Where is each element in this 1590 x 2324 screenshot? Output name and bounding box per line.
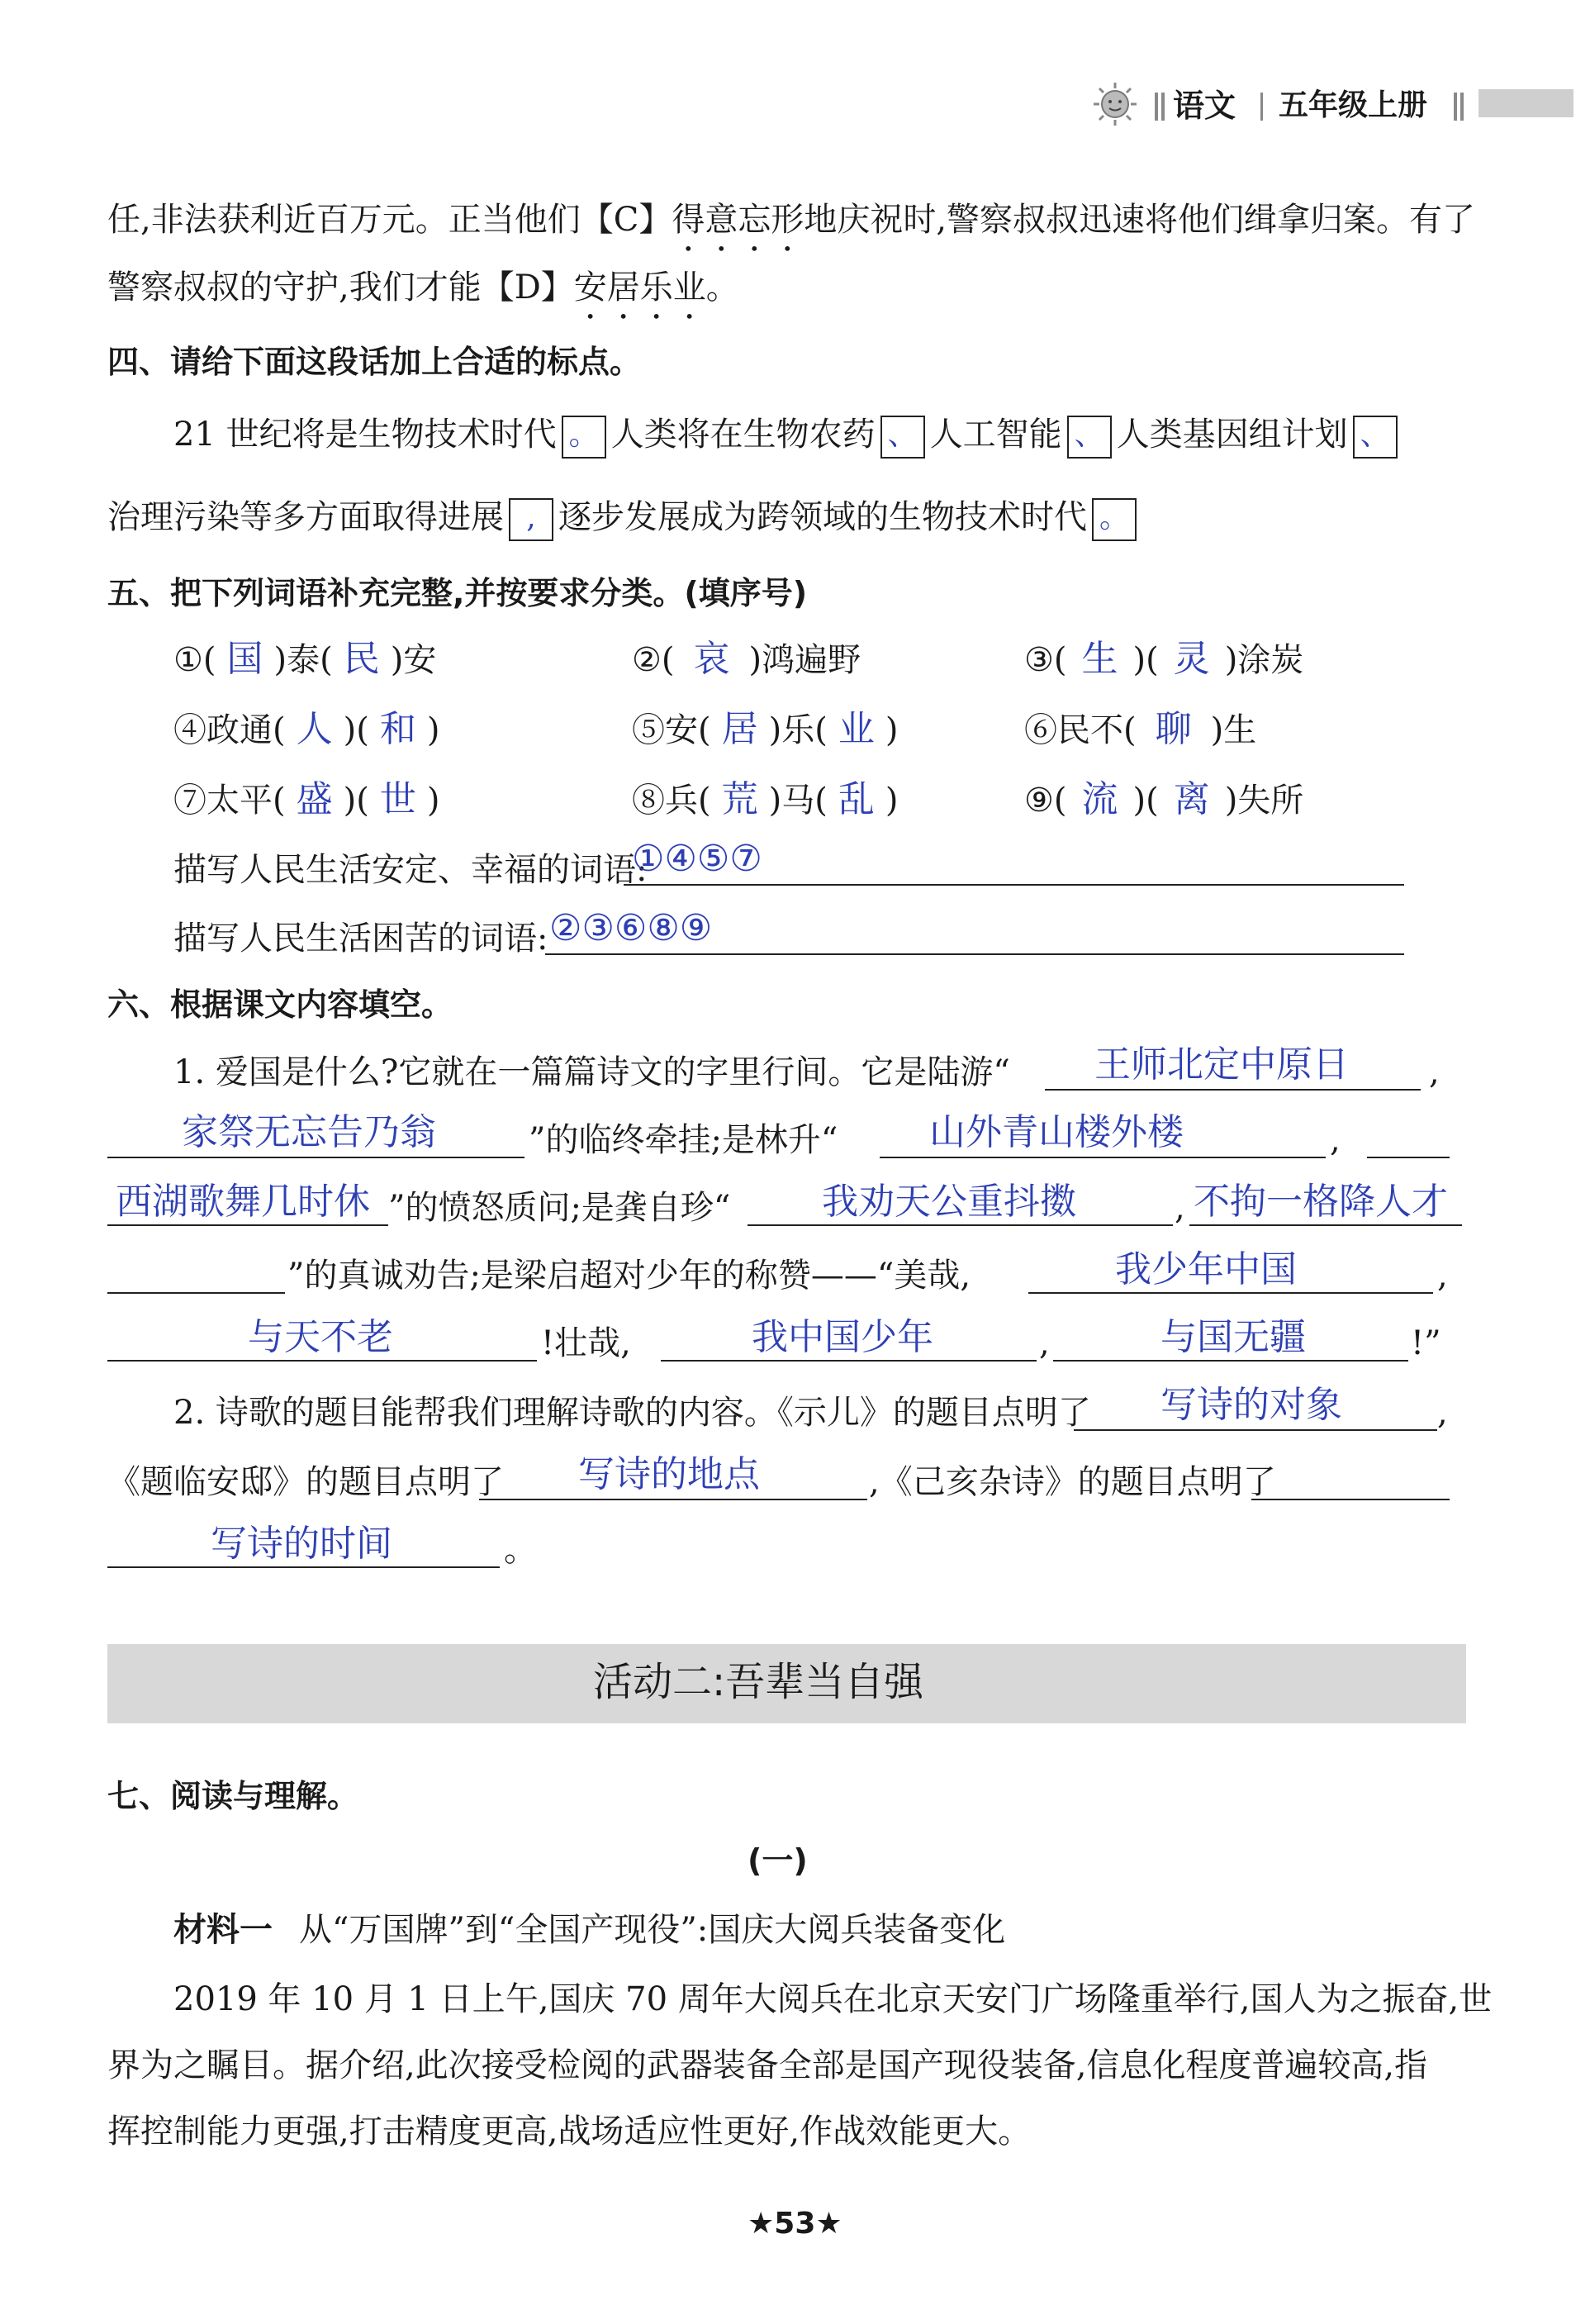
q5-item-6: ⑥民不( 聊 )生 — [1024, 708, 1257, 750]
q6-line-13a — [1251, 1499, 1450, 1500]
q4-title: 四、请给下面这段话加上合适的标点。 — [107, 344, 642, 380]
punct-box-4[interactable]: 、 — [1353, 416, 1398, 459]
q6-ans-5[interactable]: 我劝天公重抖擞 — [822, 1181, 1076, 1223]
header-subject: 语文 — [1173, 88, 1236, 124]
q5-item-4: ④政通( 人 )( 和 ) — [173, 708, 440, 750]
q6-comma-3: , — [1175, 1189, 1185, 1227]
q6-ans-10[interactable]: 与国无疆 — [1160, 1316, 1306, 1358]
q6-ans-12[interactable]: 写诗的地点 — [578, 1453, 760, 1495]
q5-happy-label: 描写人民生活安定、幸福的词语: — [173, 851, 648, 889]
header-separator — [1260, 93, 1263, 121]
q6-p2-c: ,《己亥杂诗》的题目点明了 — [869, 1463, 1276, 1501]
header-separator — [1161, 93, 1165, 121]
q5-hard-line — [545, 953, 1404, 955]
q6-p1-f: !” — [1411, 1324, 1441, 1362]
q6-ans-1[interactable]: 王师北定中原日 — [1094, 1043, 1349, 1086]
q5-happy-answer[interactable]: ①④⑤⑦ — [632, 838, 762, 880]
q7-material-heading: 材料一 从“万国牌”到“全国产现役”:国庆大阅兵装备变化 — [173, 1911, 1006, 1949]
sun-logo-icon — [1092, 81, 1138, 127]
q6-line-10 — [1053, 1360, 1408, 1362]
q6-comma-5: , — [1039, 1324, 1050, 1362]
q6-comma-1: , — [1429, 1053, 1440, 1091]
punct-box-5[interactable]: , — [509, 498, 553, 541]
q7-para-line-1: 2019 年 10 月 1 日上午,国庆 70 周年大阅兵在北京天安门广场隆重举行,国人为之振奋,世 — [173, 1980, 1493, 2018]
q6-line-2 — [107, 1157, 524, 1158]
q6-p2-b: 《题临安邸》的题目点明了 — [107, 1463, 504, 1501]
page-number: ★53★ — [748, 2207, 842, 2241]
q6-title: 六、根据课文内容填空。 — [107, 986, 453, 1023]
q6-p2-end: 。 — [504, 1531, 537, 1569]
q5-item-3: ③( 生 )( 灵 )涂炭 — [1024, 638, 1304, 680]
q6-ans-3[interactable]: 山外青山楼外楼 — [929, 1111, 1184, 1153]
punct-box-2[interactable]: 、 — [880, 416, 925, 459]
q6-line-6 — [1189, 1224, 1462, 1226]
q6-line-6b — [107, 1292, 285, 1294]
header-bar — [1478, 89, 1573, 117]
q6-p1-a: 1. 爱国是什么?它就在一篇篇诗文的字里行间。它是陆游“ — [173, 1053, 1010, 1091]
q4-line-2: 治理污染等多方面取得进展 , 逐步发展成为跨领域的生物技术时代 。 — [107, 494, 1141, 541]
punct-box-6[interactable]: 。 — [1092, 498, 1137, 541]
q6-p1-e: !壮哉, — [541, 1324, 631, 1362]
header-separator — [1460, 93, 1464, 121]
q5-title: 五、把下列词语补充完整,并按要求分类。(填序号) — [107, 575, 808, 611]
q6-line-3 — [880, 1157, 1326, 1158]
q6-p1-c: ”的愤怒质问;是龚自珍“ — [388, 1189, 731, 1227]
q6-line-8 — [107, 1360, 537, 1362]
q6-comma-2: , — [1330, 1121, 1341, 1159]
q7-part: (一) — [748, 1842, 808, 1879]
q6-ans-11[interactable]: 写诗的对象 — [1160, 1384, 1342, 1426]
q6-comma-6: , — [1437, 1394, 1448, 1432]
q5-item-2: ②( 哀 )鸿遍野 — [632, 638, 861, 680]
q6-line-7 — [1028, 1292, 1433, 1294]
q6-p2-a: 2. 诗歌的题目能帮我们理解诗歌的内容。《示儿》的题目点明了 — [173, 1394, 1091, 1432]
header-separator — [1454, 93, 1457, 121]
banner-title: 活动二:吾辈当自强 — [593, 1659, 924, 1705]
q6-line-13 — [107, 1566, 500, 1568]
q5-happy-line — [624, 884, 1404, 886]
q6-comma-4: , — [1437, 1257, 1448, 1295]
q7-para-line-2: 界为之瞩目。据介绍,此次接受检阅的武器装备全部是国产现役装备,信息化程度普遍较高,指 — [107, 2046, 1428, 2084]
q6-line-12 — [479, 1499, 867, 1500]
header-grade: 五年级上册 — [1279, 88, 1428, 122]
intro-line-1: 任,非法获利近百万元。正当他们【C】得意忘形地庆祝时,警察叔叔迅速将他们缉拿归案。有了 — [107, 201, 1476, 239]
q4-line-1: 21 世纪将是生物技术时代 。 人类将在生物农药 、 人工智能 、 人类基因组计划 、 — [173, 411, 1403, 459]
q6-line-9 — [661, 1360, 1037, 1362]
punct-box-1[interactable]: 。 — [562, 416, 606, 459]
q5-item-7: ⑦太平( 盛 )( 世 ) — [173, 778, 440, 820]
q5-hard-label: 描写人民生活困苦的词语: — [173, 920, 548, 958]
q6-line-4 — [107, 1224, 388, 1226]
q5-hard-answer[interactable]: ②③⑥⑧⑨ — [549, 907, 713, 949]
q6-ans-6[interactable]: 不拘一格降人才 — [1194, 1181, 1448, 1223]
q6-ans-8[interactable]: 与天不老 — [248, 1316, 393, 1358]
intro-line-2: 警察叔叔的守护,我们才能【D】安居乐业。 — [107, 269, 739, 307]
q5-item-5: ⑤安( 居 )乐( 业 ) — [632, 708, 899, 750]
q5-item-9: ⑨( 流 )( 离 )失所 — [1024, 778, 1304, 820]
q6-ans-13[interactable]: 写诗的时间 — [211, 1523, 392, 1565]
q5-item-1: ①( 国 )泰( 民 )安 — [173, 638, 437, 680]
header-separator — [1155, 93, 1158, 121]
q6-ans-7[interactable]: 我少年中国 — [1115, 1248, 1297, 1290]
q6-ans-9[interactable]: 我中国少年 — [752, 1316, 933, 1358]
punct-box-3[interactable]: 、 — [1067, 416, 1112, 459]
q6-p1-d: ”的真诚劝告;是梁启超对少年的称赞——“美哉, — [287, 1257, 971, 1295]
q6-p1-b: ”的临终牵挂;是林升“ — [529, 1121, 838, 1159]
q6-line-3b — [1367, 1157, 1450, 1158]
q6-line-11 — [1074, 1429, 1437, 1431]
q6-ans-4[interactable]: 西湖歌舞几时休 — [116, 1181, 370, 1223]
q5-item-8: ⑧兵( 荒 )马( 乱 ) — [632, 778, 899, 820]
q7-title: 七、阅读与理解。 — [107, 1778, 359, 1814]
q6-line-1 — [1045, 1089, 1421, 1091]
q6-ans-2[interactable]: 家祭无忘告乃翁 — [182, 1111, 436, 1153]
q6-line-5 — [748, 1224, 1173, 1226]
q7-para-line-3: 挥控制能力更强,打击精度更高,战场适应性更好,作战效能更大。 — [107, 2113, 1032, 2151]
